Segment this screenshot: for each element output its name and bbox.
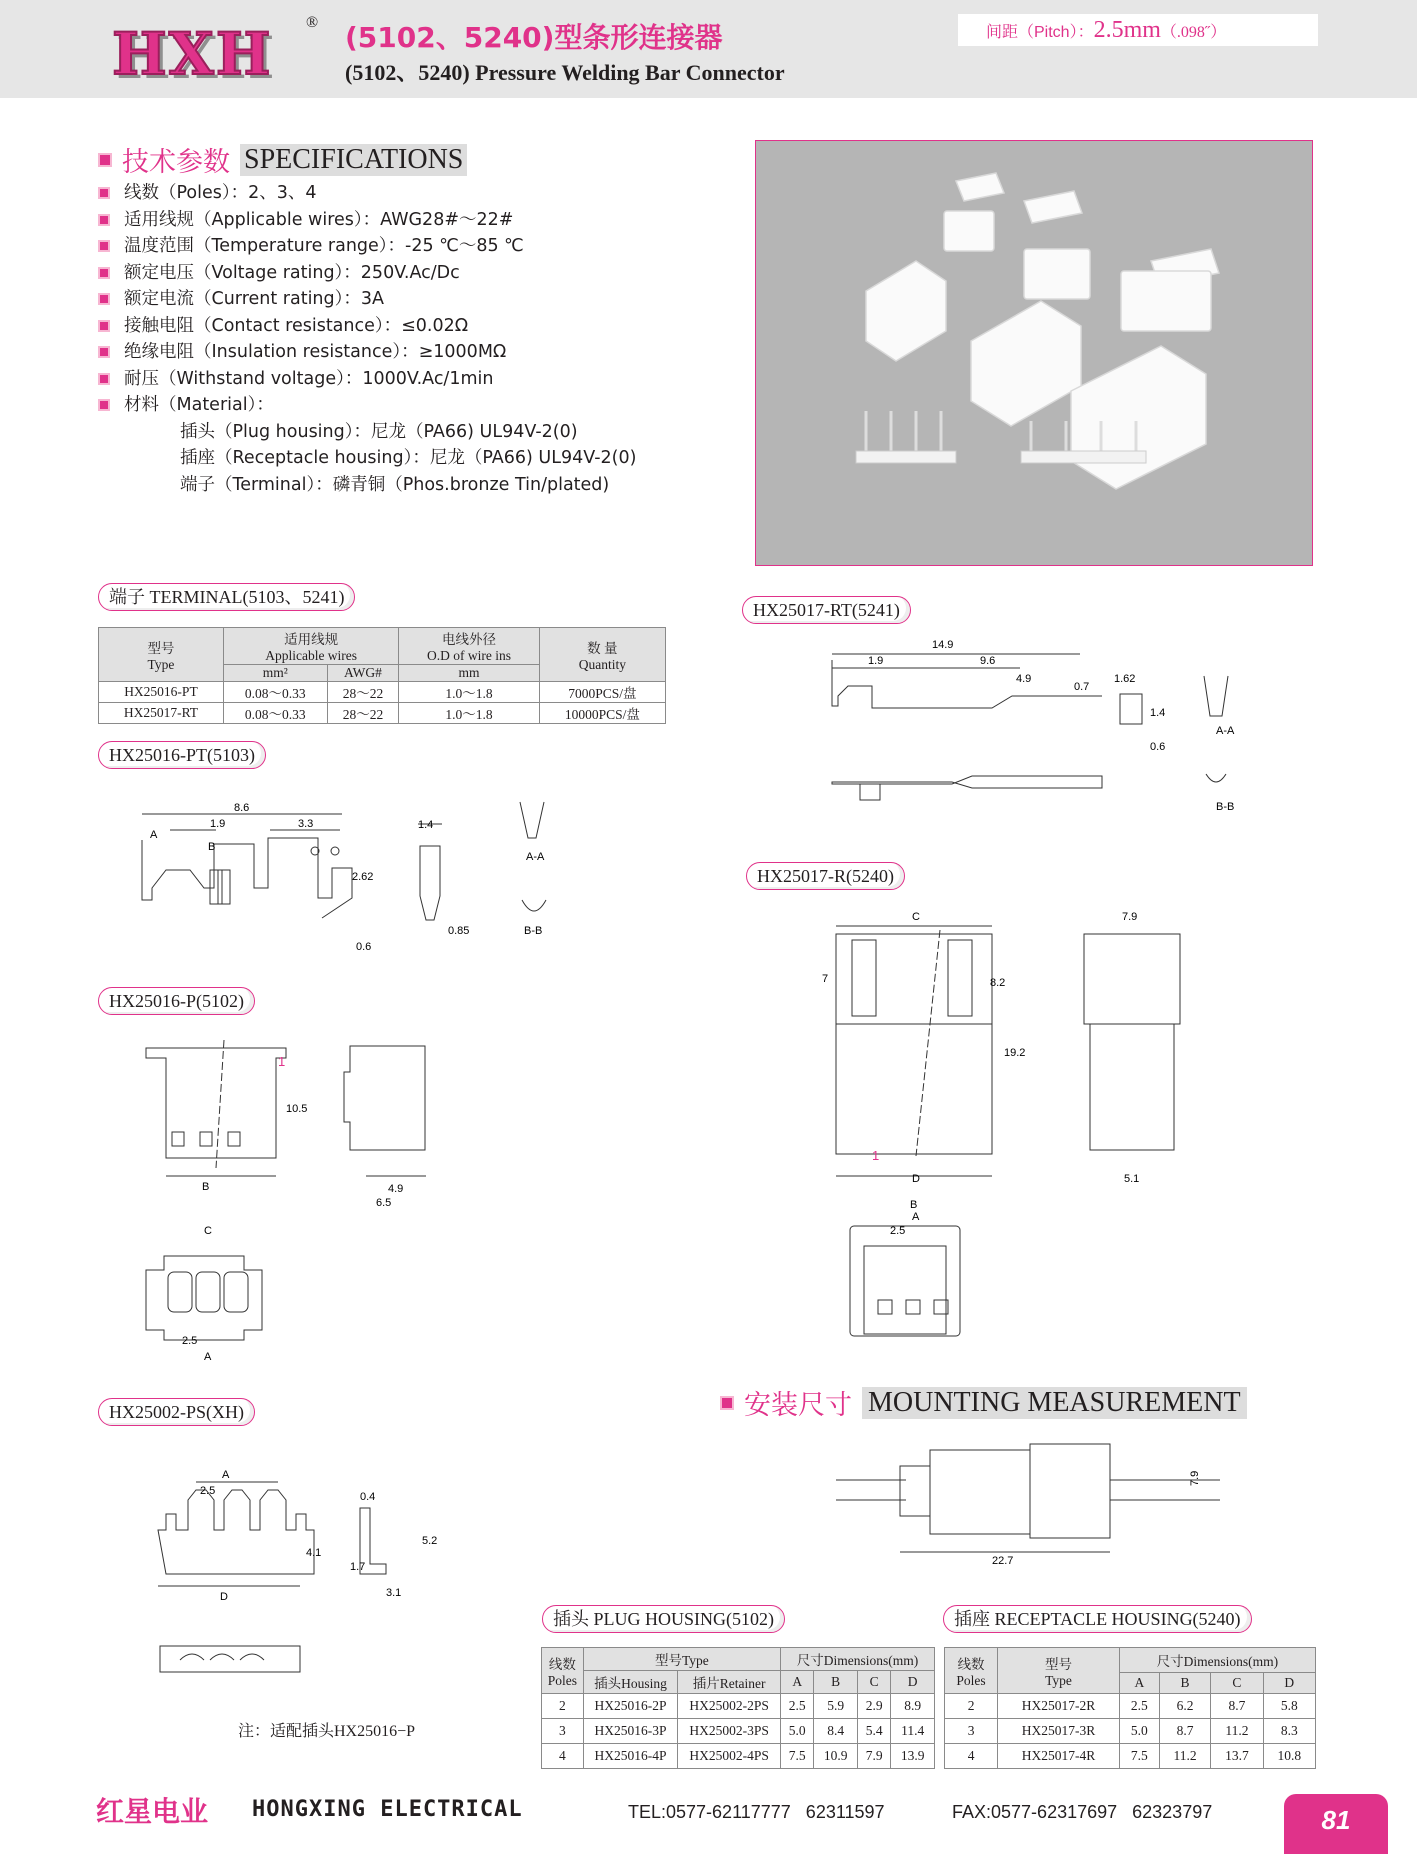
rt-drawing [820,634,1250,834]
table-header-cell: 线数 Poles [542,1648,584,1694]
pt-tag: HX25016-PT(5103) [98,741,266,769]
table-header-row [945,1648,1316,1673]
table-header-cell: mm² [223,665,327,682]
dim-label: C [204,1225,212,1237]
dim-label: 5.2 [422,1535,438,1547]
dim-label: 9.6 [980,655,996,667]
table-row: 4 HX25016-4P HX25002-4PS 7.5 10.9 7.9 13.9 [542,1744,935,1769]
bullet-icon [98,346,110,358]
bullet-icon [720,1396,734,1410]
dim-label: D [912,1173,920,1185]
pitch-box [958,14,1318,46]
dim-label: 1.9 [868,655,884,667]
terminal-tag: 端子 TERMINAL(5103、5241) [98,583,355,611]
mounting-drawing [830,1440,1230,1570]
dim-label: 10.5 [286,1103,308,1115]
title-en: (5102、5240) Pressure Welding Bar Connector [345,60,785,85]
bullet-icon [98,240,110,252]
product-photo [755,140,1313,566]
table-header-row [542,1648,935,1671]
dim-label: 4.9 [1016,673,1032,685]
dim-label: 0.6 [1150,741,1166,753]
pitch-inch: （.098˝） [1160,24,1227,41]
dim-label: 0.85 [448,925,470,937]
mounting-heading-cn: 安装尺寸 [744,1390,852,1421]
bullet-icon [98,267,110,279]
table-row: 2 HX25017-2R 2.5 6.2 8.7 5.8 [945,1694,1316,1719]
dim-label: 1.7 [350,1561,366,1573]
table-header-cell: 尺寸Dimensions(mm) [781,1648,935,1671]
product-photo-illustration [756,141,1314,567]
dim-label: 3.3 [298,818,314,830]
dim-label: 8.6 [234,802,250,814]
terminal-table [98,627,666,724]
footer-tel: TEL:0577-62117777 62311597 [628,1802,885,1822]
bullet-icon [98,399,110,411]
material-item: 插座（Receptacle housing）：尼龙（PA66) UL94V-2(0) [180,448,637,468]
spec-item [98,260,636,287]
receptacle-table [944,1647,1316,1769]
pitch-label: 间距（Pitch）： [986,24,1094,41]
table-row: 3 HX25017-3R 5.0 8.7 11.2 8.3 [945,1719,1316,1744]
spec-text: 适用线规（Applicable wires）：AWG28#～22# [124,209,514,230]
dim-label: B-B [1216,801,1235,813]
dim-label: 1.9 [210,818,226,830]
table-header-cell: 型号Type [583,1648,780,1671]
dim-label: 2.5 [890,1225,906,1237]
dim-label: 3.1 [386,1587,402,1599]
dim-label: 19.2 [1004,1047,1026,1059]
material-item: 端子（Terminal）：磷青铜（Phos.bronze Tin/plated) [180,474,610,495]
table-header-row: 插头Housing 插片Retainer A B C D [542,1671,935,1694]
table-header-cell: 适用线规 Applicable wires [223,628,398,665]
dim-label: D [220,1591,228,1603]
table-header-row: A B C D [945,1673,1316,1694]
dim-label: 8.2 [990,977,1006,989]
spec-text: 绝缘电阻（Insulation resistance）：≥1000MΩ [124,342,507,362]
ps-note: 注：适配插头HX25016−P [238,1723,416,1740]
table-header-cell: 型号 Type [998,1648,1120,1694]
spec-text: 温度范围（Temperature range）：-25 ℃～85 ℃ [124,236,524,256]
spec-text: 线数（Poles）：2、3、4 [124,183,317,203]
dim-label: 1.4 [1150,707,1166,719]
table-header-cell: mm [399,665,539,682]
dim-label: 14.9 [932,639,954,651]
p-tag: HX25016-P(5102) [98,987,255,1015]
specifications-heading [98,140,467,179]
pin1-marker: 1 [872,1148,880,1163]
table-row: HX25017-RT 0.08～0.33 28～22 1.0～1.8 10000PCS/盘 [99,703,666,724]
dim-label: 0.6 [356,941,372,953]
table-header-cell: 线数 Poles [945,1648,998,1694]
bullet-icon [98,187,110,199]
dim-label: 0.4 [360,1491,376,1503]
bullet-icon [98,214,110,226]
dim-label: 2.5 [182,1335,198,1347]
dim-label: A [150,829,158,841]
table-header-cell: 型号 Type [99,628,224,682]
registered-mark: ® [306,14,319,31]
plug-table [541,1647,935,1769]
r-drawing [820,906,1200,1346]
table-header-row [99,628,666,665]
dim-label: B-B [524,925,543,937]
brand-logo: HXH [112,20,273,88]
dim-label: A-A [526,851,545,863]
spec-text: 耐压（Withstand voltage）：1000V.Ac/1min [124,368,494,389]
dim-label: A-A [1216,725,1235,737]
footer-company-cn: 红星电业 [96,1795,209,1828]
spec-item [98,392,636,419]
specifications-heading-en: SPECIFICATIONS [240,144,467,176]
footer-company-en: HONGXING ELECTRICAL [252,1797,523,1822]
dim-label: 7 [822,973,829,985]
plug-tag: 插头 PLUG HOUSING(5102) [542,1605,785,1633]
title-cn: (5102、5240)型条形连接器 [345,21,723,54]
receptacle-tag: 插座 RECEPTACLE HOUSING(5240) [943,1605,1252,1633]
dim-label: 1.4 [418,819,434,831]
dim-label: A [912,1211,920,1223]
dim-label: 2.5 [200,1485,216,1497]
mounting-heading-en: MOUNTING MEASUREMENT [862,1387,1247,1419]
bullet-icon [98,293,110,305]
r-tag: HX25017-R(5240) [746,862,905,890]
table-row: 4 HX25017-4R 7.5 11.2 13.7 10.8 [945,1744,1316,1769]
dim-label: A [222,1469,230,1481]
spec-text: 接触电阻（Contact resistance）：≤0.02Ω [124,315,469,336]
table-header-cell: 数 量 Quantity [539,628,665,682]
dim-label: B [208,841,216,853]
dim-label: 1.62 [1114,673,1136,685]
dim-label: 5.1 [1124,1173,1140,1185]
table-row: 2 HX25016-2P HX25002-2PS 2.5 5.9 2.9 8.9 [542,1694,935,1719]
spec-item [98,207,636,234]
table-header-cell: 尺寸Dimensions(mm) [1119,1648,1315,1673]
bullet-icon [98,153,112,167]
spec-item [98,233,636,260]
table-row: HX25016-PT 0.08～0.33 28～22 1.0～1.8 7000PCS/盘 [99,682,666,703]
page-number: 81 [1284,1794,1388,1854]
dim-label: 7.9 [1189,1470,1201,1486]
bullet-icon [98,320,110,332]
spec-text: 额定电流（Current rating）：3A [124,289,384,309]
dim-label: 4.9 [388,1183,404,1195]
pin1-marker: 1 [278,1054,286,1069]
spec-item [98,180,636,207]
mounting-heading [720,1383,1247,1422]
dim-label: B [202,1181,210,1193]
dim-label: 4.1 [306,1547,322,1559]
dim-label: 22.7 [992,1555,1014,1567]
spec-item [98,339,636,366]
table-header-cell: 电线外径 O.D of wire ins [399,628,539,665]
specifications-heading-cn: 技术参数 [122,147,230,178]
dim-label: B [910,1199,918,1211]
footer-fax: FAX:0577-62317697 62323797 [952,1802,1213,1822]
dim-label: C [912,911,920,923]
bullet-icon [98,373,110,385]
dim-label: 6.5 [376,1197,392,1209]
pitch-value: 2.5mm [1093,17,1161,43]
spec-item [98,313,636,340]
spec-text: 额定电压（Voltage rating）：250V.Ac/Dc [124,262,460,283]
ps-tag: HX25002-PS(XH) [98,1398,255,1426]
ps-drawing [150,1460,480,1690]
pt-drawing [130,800,600,960]
p-drawing [130,1040,460,1370]
dim-label: 2.62 [352,871,374,883]
table-header-cell: AWG# [327,665,399,682]
spec-text: 材料（Material）： [124,395,274,415]
spec-item [98,366,636,393]
specifications-list [98,180,636,498]
dim-label: 0.7 [1074,681,1090,693]
table-row: 3 HX25016-3P HX25002-3PS 5.0 8.4 5.4 11.4 [542,1719,935,1744]
material-item: 插头（Plug housing）：尼龙（PA66) UL94V-2(0) [180,421,578,442]
dim-label: 7.9 [1122,911,1138,923]
spec-item [98,286,636,313]
dim-label: A [204,1351,212,1363]
rt-tag: HX25017-RT(5241) [742,596,911,624]
